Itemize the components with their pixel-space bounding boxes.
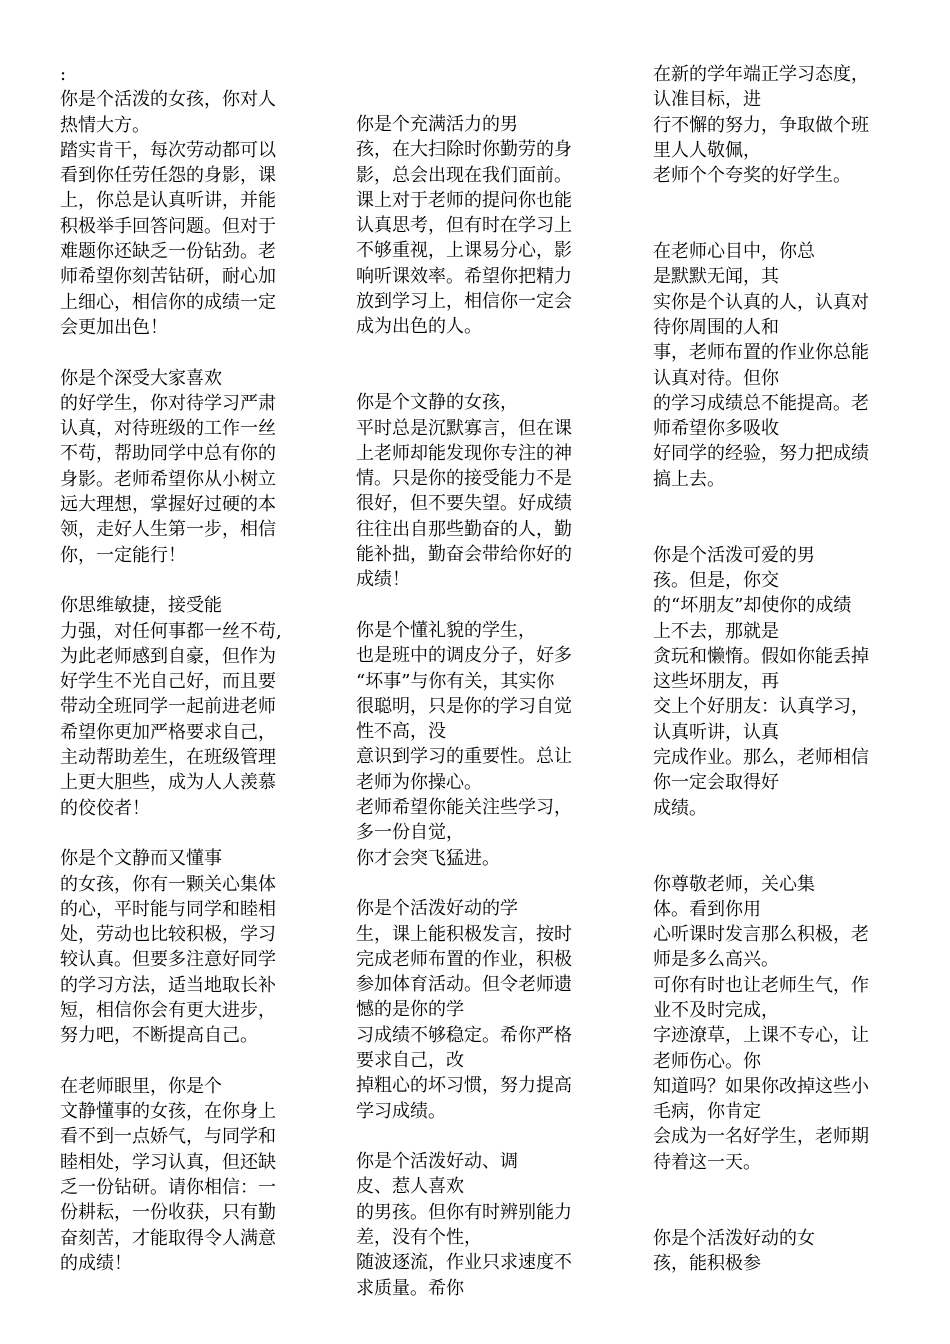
text-line: 实你是个认真的人，认真对: [653, 291, 869, 313]
paragraph-spacer: [653, 188, 889, 239]
comment-paragraph: [356, 390, 592, 592]
paragraph-spacer: [356, 340, 592, 391]
text-line: 份耕耘，一份收获，只有勤: [60, 1202, 276, 1224]
text-line: 你是个活泼的女孩，你对人: [60, 89, 276, 111]
text-line: 看到你任劳任怨的身影，课: [60, 165, 276, 187]
text-line: 你是个活泼好动、调: [356, 1151, 518, 1173]
text-line: 放到学习上，相信你一定会: [356, 291, 572, 313]
text-line: 业不及时完成，: [653, 999, 779, 1021]
text-line: 多一份自觉，: [356, 822, 464, 844]
text-line: 生，课上能积极发言，按时: [356, 923, 572, 945]
text-line: 求质量。希你: [356, 1277, 464, 1299]
text-line: 学习成绩。: [356, 1100, 446, 1122]
text-line: 掉粗心的坏习惯，努力提高: [356, 1075, 572, 1097]
text-line: 会成为一名好学生，老师期: [653, 1126, 869, 1148]
text-line: 成绩！: [356, 569, 410, 591]
text-line: 的好学生，你对待学习严肃: [60, 392, 276, 414]
text-line: 成绩。: [653, 797, 707, 819]
text-line: 毛病，你肯定: [653, 1101, 761, 1123]
text-line: 难题你还缺乏一份钻劲。老: [60, 241, 276, 263]
comment-paragraph: [356, 896, 592, 1124]
text-line: 情。只是你的接受能力不是: [356, 468, 572, 490]
text-line: 憾的是你的学: [356, 999, 464, 1021]
text-line: 你是个活泼好动的女: [653, 1227, 815, 1249]
text-line: 乏一份钻研。请你相信：一: [60, 1177, 276, 1199]
text-line: 的男孩。但你有时辨别能力: [356, 1201, 572, 1223]
text-line: 认真，对待班级的工作一丝: [60, 418, 276, 440]
text-column-2: [356, 112, 592, 1301]
text-line: 交上个好朋友：认真学习，: [653, 696, 869, 718]
text-line: 你是个文静的女孩，: [356, 392, 518, 414]
text-line: :: [60, 64, 67, 85]
paragraph-spacer: [60, 821, 296, 846]
text-line: 孩，在大扫除时你勤劳的身: [356, 139, 572, 161]
text-line: 看不到一点娇气，与同学和: [60, 1126, 276, 1148]
text-line: 好学生不光自己好，而且要: [60, 671, 276, 693]
comment-paragraph: [653, 1226, 889, 1277]
text-line: 在新的学年端正学习态度，: [653, 64, 869, 85]
text-line: 待着这一天。: [653, 1151, 761, 1173]
text-line: 待你周围的人和: [653, 316, 779, 338]
text-line: 认真对待。但你: [653, 367, 779, 389]
text-line: 积极举手回答问题。但对于: [60, 215, 276, 237]
text-line: 这些坏朋友，再: [653, 671, 779, 693]
text-line: 老师为你操心。: [356, 771, 482, 793]
text-line: 是默默无闻，其: [653, 266, 779, 288]
text-line: 成为出色的人。: [356, 316, 482, 338]
text-line: 踏实肯干，每次劳动都可以: [60, 139, 276, 161]
text-line: 你才会突飞猛进。: [356, 847, 500, 869]
comment-paragraph: [60, 593, 296, 821]
text-line: 认真听讲，认真: [653, 721, 779, 743]
text-line: 你是个懂礼貌的学生，: [356, 619, 536, 641]
text-line: 可你有时也让老师生气，作: [653, 974, 869, 996]
text-line: 贪玩和懒惰。假如你能丢掉: [653, 645, 869, 667]
text-line: 行不懈的努力，争取做个班: [653, 114, 869, 136]
text-line: 很好，但不要失望。好成绩: [356, 493, 572, 515]
text-line: 课上对于老师的提问你也能: [356, 189, 572, 211]
text-line: 皮、惹人喜欢: [356, 1176, 464, 1198]
text-line: 也是班中的调皮分子，好多: [356, 645, 572, 667]
comment-paragraph: [653, 239, 889, 492]
text-line: 会更加出色！: [60, 316, 168, 338]
paragraph-spacer: [356, 871, 592, 896]
comment-paragraph: [60, 366, 296, 568]
text-line: 你是个活泼可爱的男: [653, 544, 815, 566]
comment-paragraph: [356, 618, 592, 871]
comment-paragraph: [653, 543, 889, 821]
text-column-3: [653, 62, 889, 1276]
text-line: 上，你总是认真听讲，并能: [60, 190, 276, 212]
text-line: 你是个深受大家喜欢: [60, 367, 222, 389]
paragraph-spacer: [653, 821, 889, 872]
text-line: 的学习方法，适当地取长补: [60, 974, 276, 996]
text-line: 身影。老师希望你从小树立: [60, 468, 276, 490]
text-line: 主动帮助差生，在班级管理: [60, 747, 276, 769]
text-line: 远大理想，掌握好过硬的本: [60, 494, 276, 516]
text-line: 好同学的经验，努力把成绩: [653, 443, 869, 465]
text-line: 努力吧，不断提高自己。: [60, 1025, 258, 1047]
text-line: 影，总会出现在我们面前。: [356, 164, 572, 186]
text-line: 搞上去。: [653, 468, 725, 490]
text-line: 要求自己，改: [356, 1049, 464, 1071]
text-line: 你思维敏捷，接受能: [60, 595, 222, 617]
text-line: 的学习成绩总不能提高。老: [653, 392, 869, 414]
text-line: 短，相信你会有更大进步，: [60, 999, 276, 1021]
text-line: 随波逐流，作业只求速度不: [356, 1252, 572, 1274]
text-line: 不苟，帮助同学中总有你的: [60, 443, 276, 465]
text-line: 平时总是沉默寡言，但在课: [356, 417, 572, 439]
text-line: 为此老师感到自豪，但作为: [60, 645, 276, 667]
text-line: 的“坏朋友”却使你的成绩: [653, 595, 852, 617]
text-line: 老师伤心。你: [653, 1050, 761, 1072]
text-line: 的心，平时能与同学和睦相: [60, 898, 276, 920]
text-line: 认准目标，进: [653, 89, 761, 111]
text-line: 上不去，那就是: [653, 620, 779, 642]
text-line: 孩，能积极参: [653, 1252, 761, 1274]
text-line: 里人人敬佩，: [653, 139, 761, 161]
comment-paragraph: [653, 872, 889, 1176]
text-line: “坏事”与你有关，其实你: [356, 670, 555, 692]
text-line: 不够重视，上课易分心，影: [356, 240, 572, 262]
text-line: 热情大方。: [60, 114, 150, 136]
comment-paragraph: [356, 1149, 592, 1301]
paragraph-spacer: [60, 340, 296, 365]
text-column-1: [60, 62, 296, 1276]
paragraph-spacer: [356, 593, 592, 618]
paragraph-spacer: [653, 1175, 889, 1226]
text-line: 差，没有个性，: [356, 1227, 482, 1249]
text-line: 奋刻苦，才能取得令人满意: [60, 1227, 276, 1249]
text-line: 领，走好人生第一步，相信: [60, 519, 276, 541]
text-line: 的女孩，你有一颗关心集体: [60, 873, 276, 895]
text-line: 上老师却能发现你专注的神: [356, 442, 572, 464]
comment-paragraph: [60, 1074, 296, 1276]
text-line: 处，劳动也比较积极，学习: [60, 924, 276, 946]
text-line: 师是多么高兴。: [653, 949, 779, 971]
text-line: 完成老师布置的作业，积极: [356, 948, 572, 970]
text-line: 往往出自那些勤奋的人，勤: [356, 518, 572, 540]
text-line: 睦相处，学习认真，但还缺: [60, 1151, 276, 1173]
text-line: 事，老师布置的作业你总能: [653, 342, 869, 364]
text-line: 你一定会取得好: [653, 772, 779, 794]
text-line: 很聪明，只是你的学习自觉: [356, 695, 572, 717]
text-line: 习成绩不够稳定。希你严格: [356, 1024, 572, 1046]
comment-paragraph: [60, 62, 296, 340]
text-line: 师希望你刻苦钻研，耐心加: [60, 266, 276, 288]
text-line: 带动全班同学一起前进老师: [60, 696, 276, 718]
text-line: 上更大胆些，成为人人羡慕: [60, 772, 276, 794]
text-line: 在老师眼里，你是个: [60, 1075, 222, 1097]
text-line: 师希望你多吸收: [653, 418, 779, 440]
text-line: 文静懂事的女孩，在你身上: [60, 1101, 276, 1123]
text-line: 上细心，相信你的成绩一定: [60, 291, 276, 313]
text-line: 老师希望你能关注些学习，: [356, 797, 572, 819]
text-line: 的成绩！: [60, 1252, 132, 1274]
text-line: 参加体育活动。但令老师遗: [356, 974, 572, 996]
text-line: 力强，对任何事都一丝不苟,: [60, 620, 282, 642]
text-line: 字迹潦草，上课不专心，让: [653, 1025, 869, 1047]
paragraph-spacer: [60, 568, 296, 593]
paragraph-spacer: [653, 492, 889, 543]
text-line: 知道吗？如果你改掉这些小: [653, 1075, 869, 1097]
comment-paragraph: [653, 62, 889, 188]
text-line: 认真思考，但有时在学习上: [356, 215, 572, 237]
text-line: 老师个个夸奖的好学生。: [653, 165, 851, 187]
text-line: 你是个活泼好动的学: [356, 898, 518, 920]
text-line: 心听课时发言那么积极，老: [653, 924, 869, 946]
text-line: 意识到学习的重要性。总让: [356, 746, 572, 768]
comment-paragraph: [60, 846, 296, 1048]
text-line: 较认真。但要多注意好同学: [60, 949, 276, 971]
text-line: 孩。但是，你交: [653, 569, 779, 591]
text-line: 在老师心目中，你总: [653, 241, 815, 263]
text-line: 能补拙，勤奋会带给你好的: [356, 544, 572, 566]
text-line: 完成作业。那么，老师相信: [653, 747, 869, 769]
text-line: 希望你更加严格要求自己，: [60, 721, 276, 743]
comment-paragraph: [356, 112, 592, 340]
text-line: 体。看到你用: [653, 898, 761, 920]
paragraph-spacer: [60, 1049, 296, 1074]
text-line: 性不高，没: [356, 721, 446, 743]
text-line: 你，一定能行！: [60, 544, 186, 566]
text-line: 你是个文静而又懂事: [60, 848, 222, 870]
text-line: 的佼佼者！: [60, 797, 150, 819]
text-line: 你是个充满活力的男: [356, 114, 518, 135]
text-line: 你尊敬老师，关心集: [653, 873, 815, 895]
paragraph-spacer: [356, 1124, 592, 1149]
text-line: 响听课效率。希望你把精力: [356, 265, 572, 287]
